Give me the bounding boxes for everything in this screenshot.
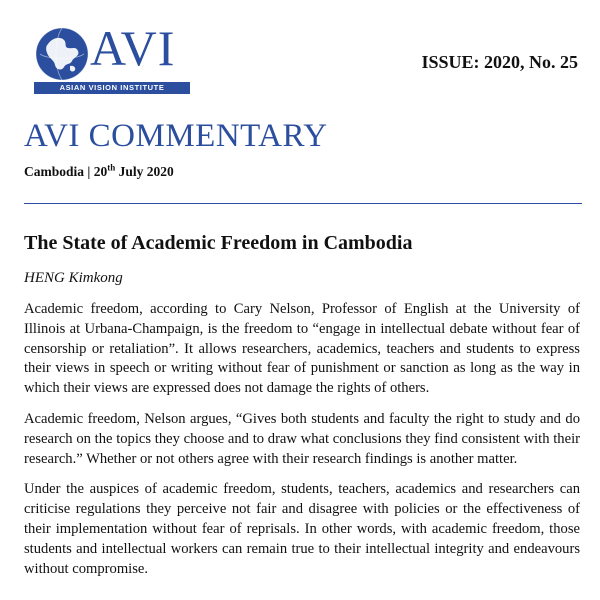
globe-icon (34, 26, 90, 82)
avi-logo (34, 22, 194, 94)
logo-wordmark: AVI (90, 20, 176, 76)
article-title: The State of Academic Freedom in Cambodia (24, 232, 413, 254)
logo-tagline: ASIAN VISION INSTITUTE (34, 82, 190, 94)
paragraph: Academic freedom, Nelson argues, “Gives both students and faculty the right to study and do research on the topics they choose and to draw what conclusions they find consistent with their research.” Whether or not others agree with their research findings is another matter. (24, 410, 580, 467)
dateline (24, 164, 174, 180)
dateline-ordinal: th (107, 162, 116, 173)
issue-number: ISSUE: 2020, No. 25 (421, 52, 578, 72)
header-divider (24, 203, 582, 204)
article-body (24, 300, 580, 590)
masthead-title: AVI COMMENTARY (24, 118, 328, 154)
paragraph: Academic freedom, according to Cary Nelson, Professor of English at the University of Illinois at Urbana-Champaign, is the freedom to “engage in intellectual debate without fear of censorship or retaliation”. It allows researchers, academics, teachers and students to express their views in speech or writing without fear of punishment or sanction as long as the way in which their views are expressed does not damage the rights of others. (24, 301, 580, 397)
dateline-prefix: Cambodia | 20 (24, 164, 108, 179)
article-author: HENG Kimkong (24, 270, 123, 286)
paragraph: Under the auspices of academic freedom, students, teachers, academics and researchers can criticise regulations they perceive not fair and disagree with policies or the effectiveness of their implementation without fear of reprisals. In other words, with academic freedom, those students and intellectual workers can remain true to their intellectual integrity and endeavours without compromise. (24, 481, 580, 577)
dateline-rest: July 2020 (115, 164, 174, 179)
